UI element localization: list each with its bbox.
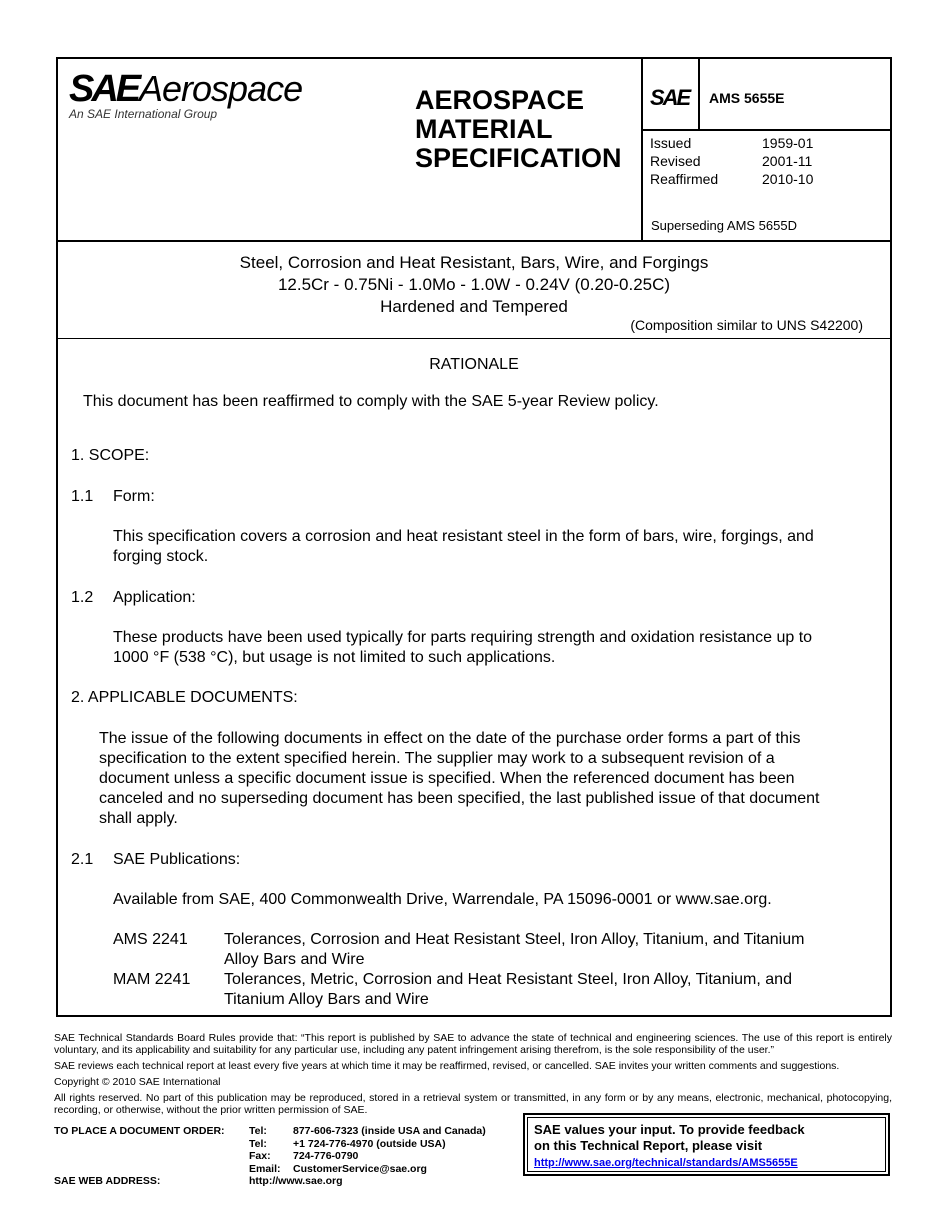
order-info: TO PLACE A DOCUMENT ORDER: Tel: 877-606-7323 (inside USA and Canada) Tel: +1 724-776-4970 (outside USA) Fax: 724-776-0790 Email: CustomerService@sae.org SAE WEB ADDRESS: http://www.sae.org (54, 1125, 486, 1187)
footer-paragraph: Copyright © 2010 SAE International (54, 1076, 221, 1088)
reference-title: Titanium Alloy Bars and Wire (224, 991, 429, 1008)
title-divider (58, 338, 890, 339)
order-label: TO PLACE A DOCUMENT ORDER: (54, 1125, 225, 1137)
reference-title: Tolerances, Corrosion and Heat Resistant Steel, Iron Alloy, Titanium, and Titanium (224, 931, 805, 948)
footer-paragraph: SAE Technical Standards Board Rules provide that: “This report is published by SAE to advance the state of technical and engineering sciences. The use of this report is entirely voluntary, and its applicability and suitability for any particular use, including any patent infringement arising therefrom, is the sole responsibility of the user.” (54, 1032, 892, 1056)
title-line: Steel, Corrosion and Heat Resistant, Bars, Wire, and Forgings (239, 253, 709, 272)
logo-sae-text: SAE (69, 68, 139, 110)
feedback-link[interactable]: http://www.sae.org/technical/standards/AMS5655E (534, 1157, 798, 1169)
contact-value: 724-776-0790 (293, 1150, 359, 1162)
paragraph-line: This specification covers a corrosion and heat resistant steel in the form of bars, wire, forgings, and (113, 528, 814, 545)
paragraph-line: document unless a specific document issue is specified. When the referenced document has been (99, 770, 795, 787)
date-row: Reaffirmed 2010-10 (650, 171, 814, 187)
paragraph-line: shall apply. (99, 810, 178, 827)
logo-subtitle: An SAE International Group (69, 107, 218, 121)
spec-title-line: AEROSPACE (415, 85, 585, 115)
section-title: SAE Publications: (113, 851, 241, 868)
availability-text: Available from SAE, 400 Commonwealth Drive, Warrendale, PA 15096-0001 or www.sae.org. (113, 891, 772, 908)
document-title (58, 252, 890, 318)
superseding-note: Superseding AMS 5655D (651, 218, 797, 233)
reference-code: MAM 2241 (113, 971, 191, 988)
contact-email[interactable]: CustomerService@sae.org (293, 1162, 427, 1175)
feedback-text: SAE values your input. To provide feedback (534, 1122, 805, 1137)
paragraph-line: canceled and no superseding document has been specified, the last published issue of that document (99, 790, 820, 807)
section-number: 1.2 (71, 589, 94, 606)
title-line: 12.5Cr - 0.75Ni - 1.0Mo - 1.0W - 0.24V (0.20-0.25C) (277, 275, 671, 294)
ams-number: AMS 5655E (709, 90, 785, 106)
spec-title-line: SPECIFICATION (415, 143, 622, 173)
section-1-heading: 1. SCOPE: (71, 447, 150, 464)
document-frame (56, 57, 892, 1017)
rationale-text: This document has been reaffirmed to comply with the SAE 5-year Review policy. (83, 393, 659, 410)
paragraph-line: forging stock. (113, 548, 209, 565)
web-label: SAE WEB ADDRESS: (54, 1175, 161, 1187)
section-number: 1.1 (71, 488, 94, 505)
header-divider (58, 240, 890, 242)
spec-title (415, 86, 622, 173)
reference-title: Alloy Bars and Wire (224, 951, 365, 968)
ams-box-divider (641, 129, 892, 131)
paragraph-line: These products have been used typically for parts requiring strength and oxidation resistance up to (113, 629, 813, 646)
ams-box-divider-vertical (698, 59, 700, 129)
revision-dates (650, 134, 813, 188)
footer-paragraph: All rights reserved. No part of this publication may be reproduced, stored in a retrieval system or transmitted, in any form or by any means, electronic, mechanical, photocopying, recording, or otherwise, without the prior written permission of SAE. (54, 1092, 892, 1116)
section-title: Form: (113, 488, 155, 505)
contact-value: 877-606-7323 (inside USA and Canada) (293, 1125, 486, 1137)
footer-legal (54, 1032, 892, 1120)
sae-mark-logo: SAE (650, 85, 690, 110)
web-address[interactable]: http://www.sae.org (249, 1175, 343, 1187)
feedback-text: on this Technical Report, please visit (534, 1138, 763, 1153)
paragraph-line: 1000 °F (538 °C), but usage is not limited to such applications. (113, 649, 556, 666)
date-row: Issued 1959-01 (650, 135, 814, 151)
reference-code: AMS 2241 (113, 931, 188, 948)
section-number: 2.1 (71, 851, 94, 868)
logo-aerospace-text: Aerospace (139, 68, 303, 109)
paragraph-line: The issue of the following documents in effect on the date of the purchase order forms a part of this (99, 730, 801, 747)
composition-note: (Composition similar to UNS S42200) (630, 317, 863, 333)
contact-value: +1 724-776-4970 (outside USA) (293, 1137, 446, 1150)
section-title: Application: (113, 589, 196, 606)
footer-paragraph: SAE reviews each technical report at least every five years at which time it may be reaffirmed, revised, or cancelled. SAE invites your written comments and suggestions. (54, 1060, 840, 1072)
date-row: Revised 2001-11 (650, 153, 813, 169)
header-divider-vertical (641, 59, 643, 240)
reference-title: Tolerances, Metric, Corrosion and Heat Resistant Steel, Iron Alloy, Titanium, and (224, 971, 792, 988)
feedback-box (523, 1113, 890, 1176)
sae-aerospace-logo (69, 69, 309, 129)
rationale-heading: RATIONALE (429, 356, 519, 373)
section-2-heading: 2. APPLICABLE DOCUMENTS: (71, 689, 298, 706)
spec-title-line: MATERIAL (415, 114, 553, 144)
title-line: Hardened and Tempered (380, 297, 568, 316)
paragraph-line: specification to the extent specified herein. The supplier may work to a subsequent revision of a (99, 750, 775, 767)
